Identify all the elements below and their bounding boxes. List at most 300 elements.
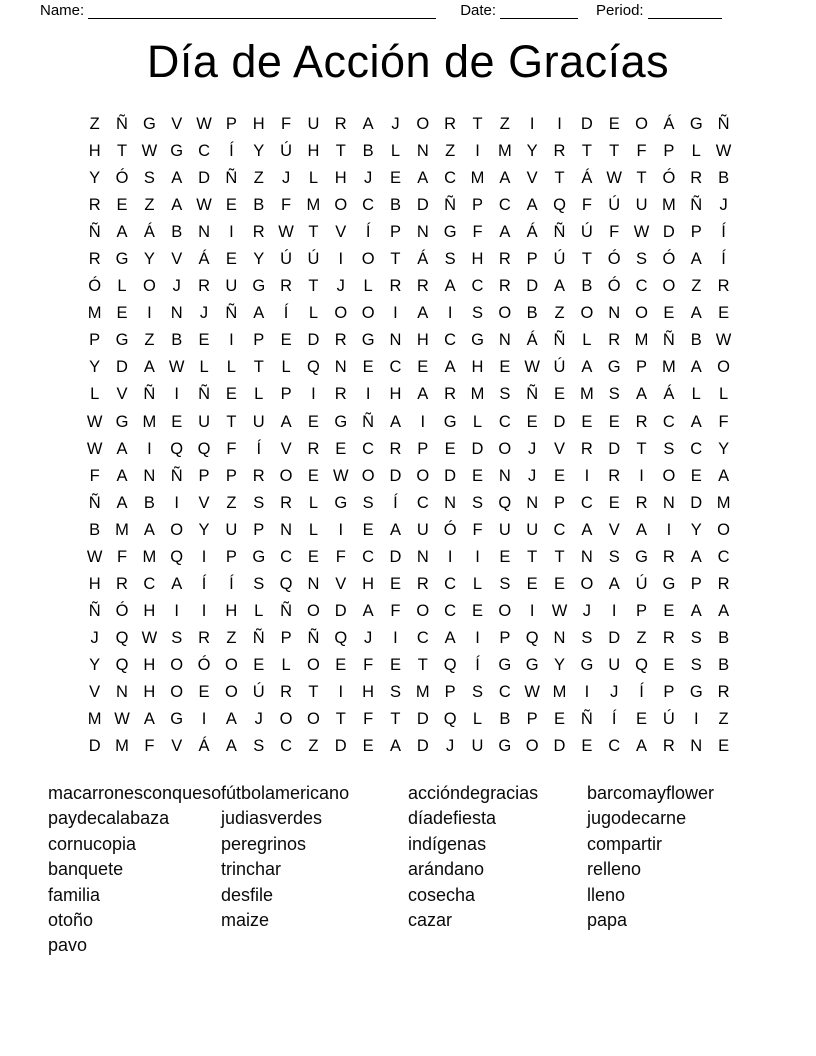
grid-cell: F: [609, 223, 620, 242]
grid-cell: Z: [636, 628, 647, 647]
grid-cell: L: [390, 142, 401, 161]
grid-cell: V: [608, 520, 620, 539]
grid-cell: T: [609, 142, 620, 161]
grid-cell: Ñ: [170, 466, 183, 485]
grid-cell: J: [90, 628, 99, 647]
grid-cell: S: [636, 250, 648, 269]
grid-cell: H: [471, 250, 484, 269]
grid-cell: C: [498, 196, 511, 215]
grid-cell: I: [201, 710, 207, 729]
grid-cell: B: [171, 331, 183, 350]
grid-cell: E: [116, 196, 128, 215]
grid-cell: Ñ: [88, 493, 101, 512]
grid-cell: V: [171, 737, 183, 756]
grid-cell: Ú: [580, 223, 593, 242]
grid-cell: E: [554, 385, 566, 404]
grid-cell: A: [171, 169, 183, 188]
grid-cell: Ñ: [280, 601, 293, 620]
grid-cell: I: [338, 250, 344, 269]
grid-cell: R: [307, 439, 320, 458]
grid-cell: L: [472, 574, 483, 593]
grid-cell: Z: [226, 628, 237, 647]
grid-cell: W: [86, 412, 103, 431]
grid-cell: Ú: [280, 250, 293, 269]
grid-cell: T: [390, 710, 401, 729]
grid-cell: M: [87, 710, 102, 729]
grid-cell: R: [635, 493, 648, 512]
grid-cell: O: [525, 737, 539, 756]
grid-cell: I: [174, 601, 179, 620]
grid-cell: A: [417, 169, 429, 188]
grid-cell: G: [334, 412, 348, 431]
grid-cell: I: [393, 628, 398, 647]
grid-cell: R: [280, 683, 293, 701]
word-list-item: judiasverdes: [221, 808, 323, 829]
grid-cell: Á: [417, 250, 429, 269]
grid-cell: Z: [718, 710, 729, 729]
grid-cell: U: [225, 520, 238, 539]
grid-cell: F: [636, 142, 647, 161]
worksheet-header: [40, 3, 730, 19]
grid-cell: R: [717, 277, 730, 296]
grid-cell: Z: [499, 115, 510, 134]
grid-cell: V: [554, 439, 566, 458]
grid-cell: M: [716, 493, 731, 512]
grid-cell: N: [416, 223, 429, 242]
grid-cell: E: [526, 412, 538, 431]
grid-cell: O: [498, 304, 512, 323]
grid-cell: A: [143, 710, 155, 729]
grid-cell: P: [89, 331, 101, 350]
grid-cell: G: [662, 574, 676, 593]
grid-cell: E: [198, 683, 210, 701]
grid-cell: V: [335, 223, 347, 242]
grid-cell: E: [608, 412, 620, 431]
grid-cell: P: [253, 520, 265, 539]
grid-cell: I: [529, 601, 535, 620]
grid-cell: Á: [663, 115, 675, 134]
grid-cell: A: [253, 304, 265, 323]
grid-cell: Á: [198, 737, 210, 756]
grid-cell: C: [662, 412, 675, 431]
grid-cell: D: [553, 412, 566, 431]
grid-cell: O: [416, 601, 430, 620]
grid-cell: E: [389, 169, 401, 188]
grid-cell: O: [580, 304, 594, 323]
grid-cell: I: [338, 683, 344, 701]
grid-cell: O: [307, 655, 320, 674]
grid-cell: B: [526, 304, 538, 323]
grid-cell: O: [635, 115, 648, 134]
grid-cell: A: [225, 737, 237, 756]
word-list-item: díadefiesta: [408, 808, 497, 829]
grid-cell: L: [281, 655, 291, 674]
grid-cell: S: [690, 628, 702, 647]
grid-cell: Q: [307, 358, 320, 377]
grid-cell: I: [529, 115, 535, 134]
grid-cell: A: [690, 547, 702, 566]
grid-cell: I: [147, 439, 152, 458]
grid-cell: N: [526, 493, 539, 512]
grid-cell: J: [172, 277, 181, 296]
grid-cell: U: [416, 520, 429, 539]
grid-cell: Ñ: [88, 223, 101, 242]
grid-cell: F: [390, 601, 401, 620]
grid-cell: T: [390, 250, 401, 269]
grid-cell: R: [416, 277, 429, 296]
word-list-item: pavo: [48, 935, 88, 956]
grid-cell: R: [389, 277, 402, 296]
grid-cell: Ó: [115, 169, 129, 188]
grid-cell: C: [362, 196, 375, 215]
grid-cell: E: [444, 439, 456, 458]
grid-cell: Y: [198, 520, 210, 539]
grid-cell: P: [526, 250, 538, 269]
grid-cell: I: [639, 466, 644, 485]
grid-cell: Ó: [607, 250, 621, 269]
grid-cell: E: [417, 358, 429, 377]
grid-cell: R: [334, 385, 347, 404]
grid-cell: C: [389, 358, 402, 377]
grid-cell: J: [199, 304, 209, 323]
grid-cell: C: [280, 737, 293, 756]
grid-cell: P: [690, 574, 702, 593]
grid-cell: Í: [256, 439, 262, 458]
grid-cell: R: [662, 547, 675, 566]
grid-cell: N: [143, 466, 156, 485]
grid-cell: D: [198, 169, 210, 188]
grid-cell: M: [142, 547, 157, 566]
grid-cell: Ó: [197, 655, 211, 674]
grid-cell: R: [198, 628, 210, 647]
grid-cell: V: [526, 169, 538, 188]
grid-cell: F: [472, 223, 483, 242]
grid-cell: R: [334, 115, 347, 134]
grid-cell: A: [389, 520, 401, 539]
grid-cell: J: [363, 628, 373, 647]
grid-cell: S: [253, 493, 265, 512]
grid-cell: O: [580, 574, 594, 593]
grid-cell: Ú: [307, 250, 320, 269]
grid-cell: F: [144, 737, 155, 756]
grid-cell: J: [391, 115, 400, 134]
grid-cell: P: [225, 115, 237, 134]
grid-cell: U: [608, 655, 621, 674]
grid-cell: A: [690, 412, 702, 431]
grid-cell: Q: [279, 574, 293, 593]
grid-cell: R: [88, 250, 101, 269]
grid-cell: E: [362, 737, 374, 756]
grid-cell: D: [389, 466, 402, 485]
grid-cell: N: [498, 466, 511, 485]
grid-cell: N: [444, 493, 457, 512]
grid-cell: A: [444, 628, 456, 647]
grid-cell: Ñ: [225, 169, 238, 188]
grid-cell: W: [141, 142, 158, 161]
word-list-item: accióndegracias: [408, 783, 539, 803]
grid-cell: L: [117, 277, 127, 296]
grid-cell: R: [580, 439, 593, 458]
word-list-item: cornucopia: [48, 833, 137, 854]
grid-cell: Ñ: [307, 628, 320, 647]
grid-cell: G: [580, 655, 594, 674]
grid-cell: E: [389, 655, 401, 674]
grid-cell: G: [607, 358, 621, 377]
word-list-item: paydecalabaza: [48, 808, 170, 829]
grid-cell: R: [608, 466, 621, 485]
grid-cell: Y: [253, 142, 265, 161]
grid-cell: E: [171, 412, 183, 431]
grid-cell: D: [662, 223, 675, 242]
grid-cell: Z: [691, 277, 702, 296]
grid-cell: E: [335, 655, 347, 674]
grid-cell: Í: [639, 683, 644, 701]
grid-cell: D: [444, 466, 457, 485]
grid-cell: D: [307, 331, 320, 350]
grid-cell: P: [690, 223, 702, 242]
grid-cell: B: [171, 223, 183, 242]
grid-cell: E: [307, 547, 319, 566]
grid-cell: D: [580, 115, 593, 134]
grid-cell: A: [389, 412, 401, 431]
grid-cell: M: [115, 737, 129, 756]
grid-cell: S: [444, 250, 456, 269]
grid-cell: Z: [226, 493, 237, 512]
grid-cell: H: [252, 115, 265, 134]
period-blank-line: [648, 5, 722, 19]
grid-cell: E: [389, 574, 401, 593]
grid-cell: H: [307, 142, 320, 161]
grid-cell: A: [499, 223, 511, 242]
grid-cell: Q: [115, 655, 129, 674]
grid-cell: D: [416, 737, 429, 756]
grid-cell: P: [280, 385, 292, 404]
grid-cell: L: [691, 385, 701, 404]
grid-cell: R: [444, 115, 457, 134]
grid-cell: H: [225, 601, 238, 620]
grid-cell: E: [554, 466, 566, 485]
grid-cell: N: [307, 574, 320, 593]
grid-cell: A: [690, 358, 702, 377]
grid-cell: M: [662, 358, 676, 377]
grid-cell: A: [608, 574, 620, 593]
grid-cell: W: [551, 601, 568, 620]
grid-cell: V: [198, 493, 210, 512]
grid-cell: M: [497, 142, 512, 161]
grid-cell: N: [690, 737, 703, 756]
grid-cell: R: [662, 737, 675, 756]
grid-cell: E: [253, 655, 265, 674]
grid-cell: G: [471, 331, 484, 350]
grid-cell: A: [225, 710, 237, 729]
grid-cell: F: [718, 412, 729, 431]
grid-cell: R: [334, 331, 347, 350]
grid-cell: I: [475, 142, 480, 161]
grid-cell: C: [553, 520, 566, 539]
grid-cell: S: [143, 169, 155, 188]
grid-cell: T: [636, 439, 647, 458]
grid-cell: P: [663, 683, 675, 701]
word-list-item: barcomayflower: [587, 783, 715, 803]
grid-cell: M: [552, 683, 567, 701]
grid-cell: O: [279, 466, 293, 485]
grid-cell: C: [416, 493, 429, 512]
grid-cell: L: [472, 412, 483, 431]
grid-cell: Ú: [553, 358, 566, 377]
grid-cell: Ó: [662, 169, 676, 188]
grid-cell: O: [142, 277, 156, 296]
grid-cell: E: [335, 439, 347, 458]
grid-cell: G: [635, 547, 648, 566]
grid-cell: V: [171, 115, 183, 134]
grid-cell: Ú: [252, 683, 265, 701]
grid-cell: E: [581, 737, 593, 756]
grid-cell: A: [116, 223, 128, 242]
grid-cell: Ñ: [225, 304, 238, 323]
grid-cell: C: [690, 439, 703, 458]
grid-cell: N: [334, 358, 347, 377]
grid-cell: Z: [554, 304, 565, 323]
word-list-item: cazar: [408, 910, 453, 931]
grid-cell: E: [471, 601, 483, 620]
grid-cell: F: [335, 547, 346, 566]
grid-cell: Ñ: [690, 196, 703, 215]
grid-cell: P: [253, 331, 265, 350]
grid-cell: R: [553, 142, 566, 161]
grid-cell: L: [472, 710, 483, 729]
grid-cell: I: [611, 601, 617, 620]
grid-cell: Í: [475, 655, 480, 674]
grid-cell: O: [361, 466, 375, 485]
grid-cell: J: [582, 601, 591, 620]
grid-cell: J: [254, 710, 263, 729]
grid-cell: Ó: [115, 601, 129, 620]
grid-cell: M: [115, 520, 129, 539]
grid-cell: J: [719, 196, 728, 215]
grid-cell: Ú: [553, 250, 566, 269]
grid-cell: A: [171, 574, 183, 593]
grid-cell: Y: [89, 169, 101, 188]
grid-cell: G: [689, 115, 703, 134]
grid-cell: I: [201, 601, 207, 620]
grid-cell: E: [362, 358, 374, 377]
grid-cell: I: [229, 223, 234, 242]
word-list-item: compartir: [587, 833, 663, 854]
grid-cell: E: [663, 601, 675, 620]
grid-cell: R: [280, 277, 293, 296]
grid-cell: S: [471, 493, 483, 512]
grid-cell: Ú: [280, 142, 293, 161]
grid-cell: A: [499, 169, 511, 188]
grid-cell: L: [254, 385, 264, 404]
grid-cell: S: [663, 439, 675, 458]
word-list-item: fútbolamericano: [221, 783, 350, 803]
grid-cell: H: [362, 683, 375, 701]
word-list-item: trinchar: [221, 859, 282, 880]
grid-cell: Á: [581, 169, 593, 188]
grid-cell: Í: [229, 142, 234, 161]
grid-cell: N: [608, 304, 621, 323]
grid-cell: G: [170, 142, 184, 161]
grid-cell: E: [690, 466, 702, 485]
grid-cell: W: [332, 466, 349, 485]
grid-cell: M: [634, 331, 649, 350]
grid-cell: W: [196, 115, 212, 134]
grid-cell: U: [635, 196, 648, 215]
grid-cell: B: [89, 520, 101, 539]
grid-cell: C: [444, 574, 457, 593]
grid-cell: W: [524, 683, 540, 701]
grid-cell: C: [416, 628, 429, 647]
grid-cell: Ó: [443, 520, 457, 539]
grid-cell: Ó: [88, 277, 102, 296]
grid-cell: T: [581, 250, 592, 269]
grid-cell: S: [499, 574, 511, 593]
grid-cell: U: [471, 737, 484, 756]
grid-cell: G: [361, 331, 375, 350]
grid-cell: Y: [253, 250, 265, 269]
grid-cell: Q: [443, 655, 457, 674]
grid-cell: C: [580, 493, 593, 512]
grid-cell: O: [361, 250, 375, 269]
grid-cell: B: [143, 493, 155, 512]
grid-cell: S: [690, 655, 702, 674]
grid-cell: L: [308, 493, 319, 512]
grid-cell: M: [662, 196, 676, 215]
grid-cell: O: [170, 520, 184, 539]
grid-cell: C: [717, 547, 730, 566]
word-list-item: otoño: [48, 910, 94, 931]
grid-cell: D: [416, 710, 429, 729]
grid-cell: I: [174, 385, 179, 404]
grid-cell: F: [116, 547, 128, 566]
grid-cell: D: [334, 737, 347, 756]
grid-cell: U: [307, 115, 320, 134]
grid-cell: G: [142, 115, 156, 134]
grid-cell: O: [416, 115, 430, 134]
word-list-item: arándano: [408, 859, 485, 880]
grid-cell: E: [307, 466, 319, 485]
grid-cell: T: [554, 169, 565, 188]
grid-cell: J: [281, 169, 291, 188]
grid-cell: A: [690, 304, 702, 323]
grid-cell: J: [528, 439, 537, 458]
grid-cell: O: [361, 304, 375, 323]
grid-cell: I: [147, 304, 152, 323]
grid-cell: N: [416, 142, 429, 161]
grid-cell: D: [690, 493, 703, 512]
grid-cell: L: [226, 358, 236, 377]
grid-cell: P: [444, 683, 456, 701]
grid-cell: W: [86, 439, 103, 458]
grid-cell: C: [280, 547, 293, 566]
grid-cell: T: [335, 142, 346, 161]
grid-cell: I: [447, 304, 453, 323]
page-title: Día de Acción de Gracías: [146, 36, 670, 87]
grid-cell: P: [636, 358, 648, 377]
grid-cell: E: [198, 331, 210, 350]
grid-cell: R: [198, 277, 210, 296]
grid-cell: Ñ: [662, 331, 675, 350]
grid-cell: Á: [143, 223, 155, 242]
grid-cell: B: [581, 277, 593, 296]
grid-cell: D: [389, 547, 402, 566]
grid-cell: A: [581, 358, 593, 377]
grid-cell: V: [171, 250, 183, 269]
grid-cell: D: [334, 601, 347, 620]
name-blank-line: [88, 5, 436, 19]
grid-cell: R: [690, 169, 703, 188]
